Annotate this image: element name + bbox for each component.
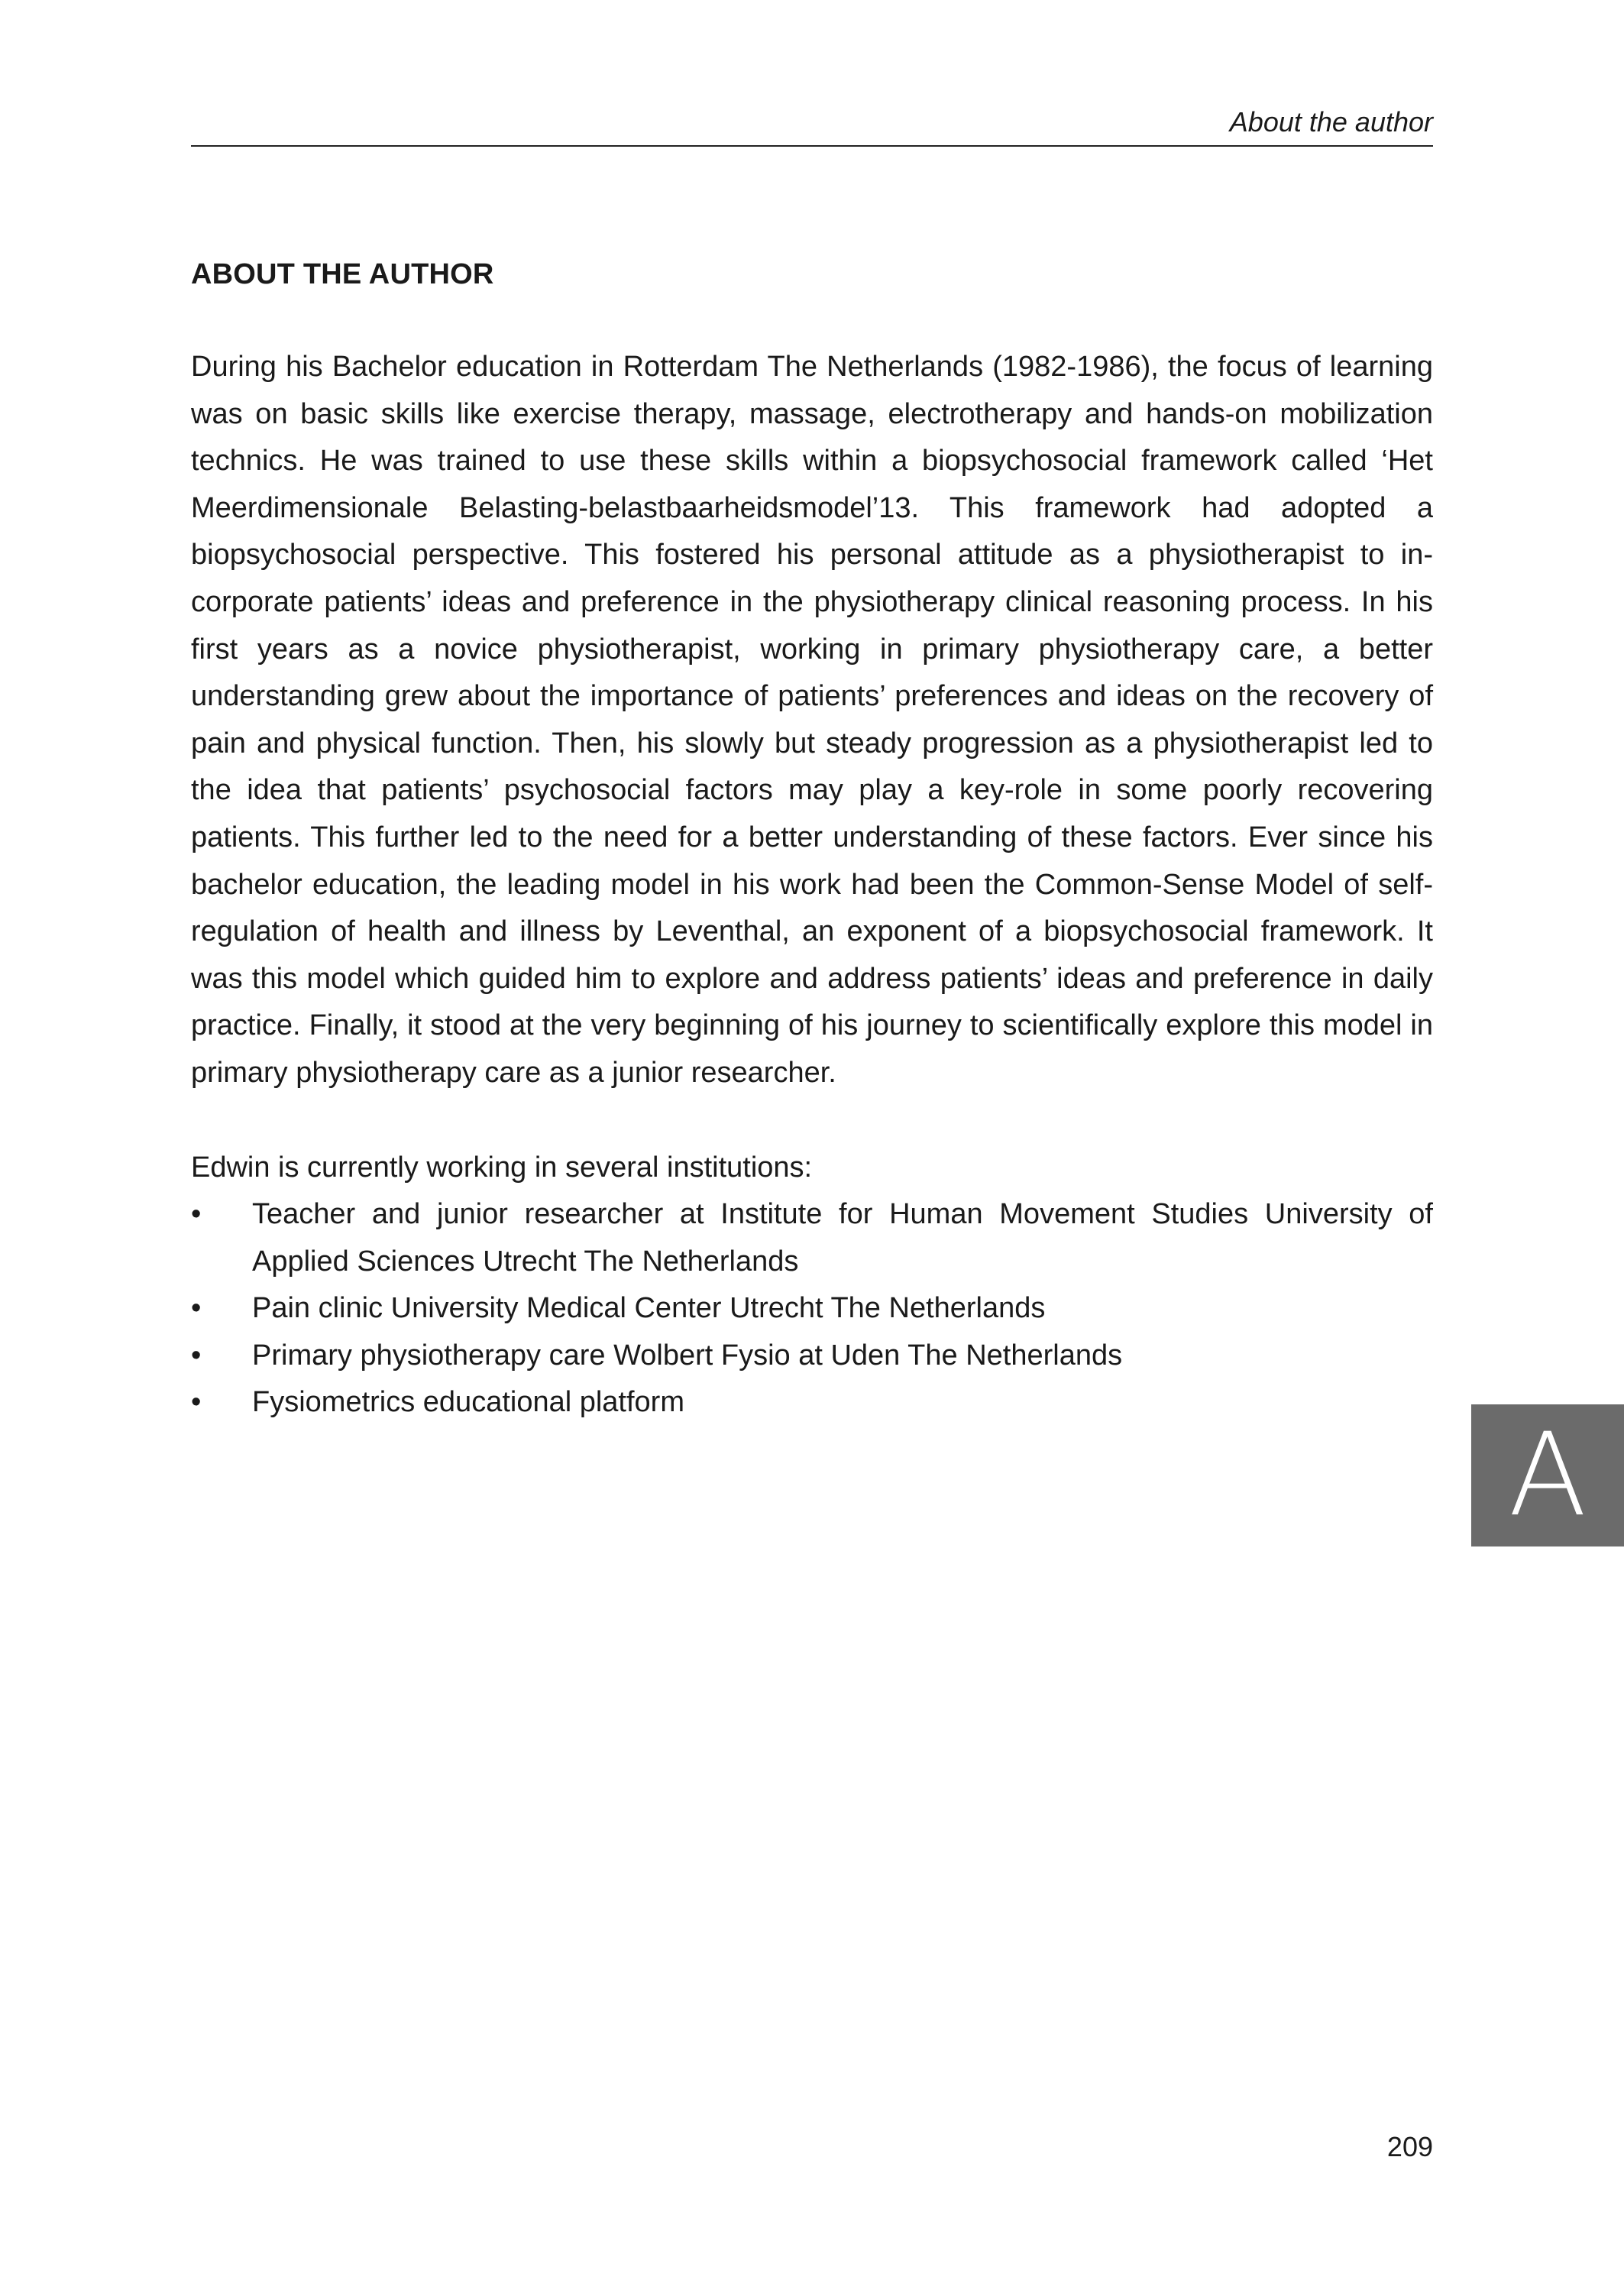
bullet-icon: • (191, 1339, 202, 1372)
running-title: About the author (1229, 106, 1433, 138)
list-item-text: Fysiometrics educational platform (252, 1386, 684, 1419)
list-item (191, 1285, 1433, 1333)
running-header (191, 98, 1433, 147)
page-number: 209 (1386, 2131, 1433, 2162)
bullet-icon: • (191, 1386, 202, 1419)
list-item (191, 1379, 1433, 1427)
list-item (191, 1333, 1433, 1380)
institutions-list (191, 1191, 1433, 1427)
list-item-text: Teacher and junior researcher at Institute for Human Movement Studies University of Applied Sciences Utrecht The Netherlands (252, 1198, 1433, 1278)
institutions-intro: Edwin is currently working in several institutions: (191, 1151, 813, 1184)
list-item (191, 1191, 1433, 1285)
bullet-icon: • (191, 1198, 202, 1231)
list-item-text: Pain clinic University Medical Center Utrecht The Netherlands (252, 1292, 1046, 1325)
bio-paragraph: During his Bachelor education in Rotterdam The Netherlands (1982-1986), the focus of learning was on basic skills like exercise therapy, massage, electrotherapy and hands-on mobilization technics. He was trained to use these skills within a biopsychosocial framework called ‘Het Meerdimensionale Belasting-belastbaarheidsmodel’13. This framework had adopted a biopsychosocial perspective. This fostered his personal attitude as a physiotherapist to incorporate patients’ ideas and preference in the physiotherapy clinical reasoning process. In his first years as a novice physiotherapist, working in primary physiotherapy care, a better understanding grew about the importance of patients’ preferences and ideas on the recovery of pain and physical function. Then, his slowly but steady progression as a physiotherapist led to the idea that patients’ psychosocial factors may play a key-role in some poorly recovering patients. This further led to the need for a better understanding of these factors. Ever since his bachelor education, the leading model in his work had been the Common-Sense Model of self-regulation of health and illness by Leventhal, an exponent of a biopsychosocial framework. It was this model which guided him to explore and address patients’ ideas and preference in daily practice. Finally, it stood at the very beginning of his journey to scientifically explore this model in primary physiotherapy care as a junior researcher. (191, 351, 1433, 1089)
section-title: ABOUT THE AUTHOR (191, 258, 494, 290)
appendix-letter: A (1508, 1409, 1587, 1542)
appendix-tab (1471, 1404, 1624, 1546)
list-item-text: Primary physiotherapy care Wolbert Fysio at Uden The Netherlands (252, 1339, 1123, 1372)
bullet-icon: • (191, 1292, 202, 1325)
main-content (191, 252, 1433, 1427)
